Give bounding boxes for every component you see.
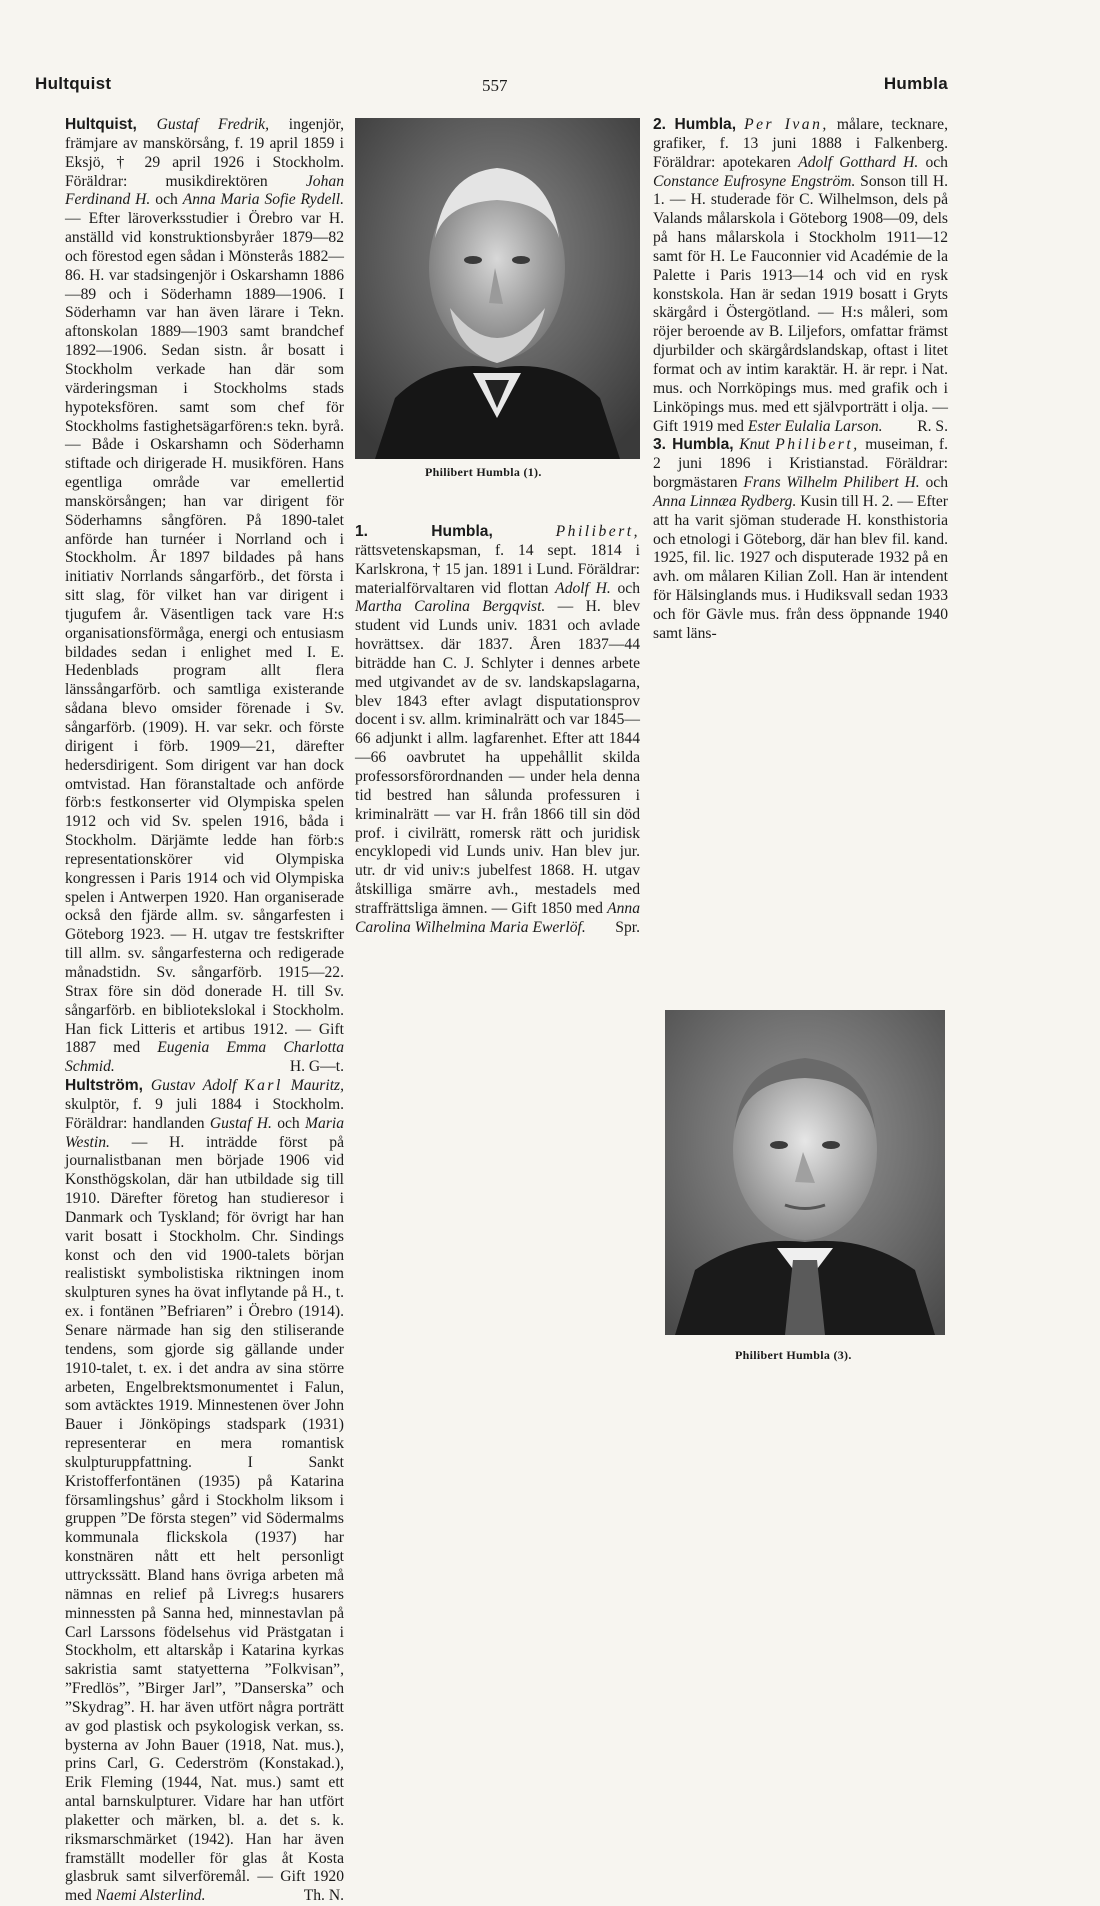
headword: 2. Humbla, bbox=[653, 116, 737, 133]
headword: 3. Humbla, bbox=[653, 436, 734, 454]
entry-text: museiman, f. 2 juni 1896 i Kristianstad. Föräldrar: borgmästaren bbox=[653, 436, 948, 492]
mother-name: Constance Eufrosyne Engström. bbox=[653, 172, 856, 190]
entry-text: skulptör, f. 9 juli 1884 i Stockholm. Föräldrar: handlanden bbox=[65, 1095, 344, 1132]
mother-name: Martha Carolina Bergqvist. bbox=[355, 598, 546, 616]
column-3 bbox=[653, 116, 948, 644]
photo-caption-3: Philibert Humbla (3). bbox=[735, 1348, 852, 1362]
page-number: 557 bbox=[482, 76, 508, 95]
portrait-image bbox=[665, 1010, 945, 1335]
running-head-left: Hultquist bbox=[35, 74, 112, 93]
author-signature: Th. N. bbox=[303, 1887, 344, 1905]
spouse-name: Anna Carolina Wilhelmina Maria Ewerlöf. bbox=[355, 899, 640, 936]
entry-text: och bbox=[918, 153, 948, 171]
father-name: Adolf H. bbox=[555, 579, 611, 597]
entry-text: och bbox=[919, 474, 949, 492]
entry-text: och bbox=[150, 191, 183, 209]
entry-text: — H. inträdde först på journalistbanan men började 1906 vid Konsthögskolan, där han utbildade sig till 1910. Därefter företog han studieresor i Danmark och Tyskland; för övrigt har han varit bosatt i Stockholm. Chr. Sindings konst och den vid 1900-talets början realistiskt symbolistiska riktningen inom skulpturen synes ha övat inflytande på H., t. ex. i fontänen ”Befriaren” i Örebro (1914). Senare närmade han sig den stiliserande tendens, som gjorde sig gällande under 1910-talet, t. ex. i det andra av sina större arbeten, Engelbrektsmonumentet i Falun, som avtäcktes 1919. Minnestenen över John Bauer i Jönköpings stadspark (1931) representerar en mera romantisk skulpturuppfattning. I Sankt Kristofferfontänen (1935) på Katarina församlingshus’ gård i Stockholm liksom i gruppen ”De första stegen” vid Södermalms kommunala flickskola (1937) har konstnären nått ett helt personligt uttryckssätt. Bland hans övriga arbeten må nämnas en relief på Livreg:s husarers minnessten på Sanna hed, minnestavlan på Carl Larssons födelsehus vid Prästgatan i Stockholm, ett altarskåp i Katarina kyrkas sakristia samt statyetterna ”Folkvisan”, ”Fredlös”, ”Birger Jarl”, ”Danserska” och ”Skydrag”. H. har även utfört några porträtt av god plastisk och psykologisk verkan, ss. bysterna av John Bauer (1918, Nat. mus.), prins Carl, G. Cederström (Konstakad.), Erik Fleming (1944, Nat. mus.) samt ett antal barnskulpturer. Vidare har han utfört plaketter och märken, bl. a. det s. k. riksmarschmärket (1942). Han har även framställt modeller för glas åt Kosta glasbruk samt silverföremål. — Gift 1920 med bbox=[65, 1133, 344, 1905]
entry-hultquist bbox=[65, 116, 344, 1077]
entry-humbla-2 bbox=[653, 116, 948, 436]
father-name: Johan Ferdinand H. bbox=[65, 172, 344, 209]
given-names: Gustaf Fredrik, bbox=[156, 116, 269, 133]
father-name: Adolf Gotthard H. bbox=[798, 153, 919, 171]
spouse-name: Naemi Alsterlind. bbox=[95, 1887, 206, 1905]
portrait-photo-philibert-3 bbox=[665, 1010, 945, 1335]
father-name: Gustaf H. bbox=[209, 1114, 272, 1132]
entry-text: Sonson till H. 1. — H. studerade för C. Wilhelmson, dels på Valands målarskola i Göteborg 1908—09, dels på hans målarskola i Stockholm 1911—12 samt för H. Le Fauconnier vid Académie de la Palette i Paris 1913—14 och vid en rysk konstskola. Han är sedan 1919 bosatt i Gryts skärgård i Östergötland. — H:s måleri, som röjer beroende av B. Liljefors, omfattar främst djurbilder och skärgårdslandskap, oftast i litet format och av intim karaktär. H. är repr. i Nat. mus. och Norrköpings mus. med grafik och i Linköpings mus. med ett självporträtt i olja. — Gift 1919 med bbox=[653, 172, 948, 435]
author-signature: H. G—t. bbox=[289, 1058, 344, 1076]
mother-name: Maria Westin. bbox=[65, 1114, 345, 1151]
portrait-image bbox=[355, 118, 640, 459]
entry-humbla-1 bbox=[355, 523, 640, 938]
author-signature: Spr. bbox=[615, 918, 640, 936]
entry-text: målare, tecknare, grafiker, f. 13 juni 1888 i Falkenberg. Föräldrar: apotekaren bbox=[653, 116, 948, 171]
given-names-spaced: Philibert, bbox=[775, 436, 860, 454]
mother-name: Anna Linnæa Rydberg. bbox=[653, 492, 797, 510]
headword: Hultström, bbox=[65, 1077, 143, 1095]
headword: Hultquist, bbox=[65, 116, 137, 133]
given-names-spaced: Philibert, bbox=[555, 523, 640, 540]
father-name: Frans Wilhelm Philibert H. bbox=[743, 474, 920, 492]
portrait-photo-philibert-1 bbox=[355, 118, 640, 459]
column-1 bbox=[65, 116, 344, 1906]
given-names: Gustav Adolf bbox=[150, 1077, 245, 1095]
given-names-spaced: Karl bbox=[244, 1077, 283, 1095]
given-names: Mauritz, bbox=[282, 1077, 344, 1095]
entry-text: och bbox=[271, 1114, 306, 1132]
spouse-name: Eugenia Emma Charlotta Schmid. bbox=[65, 1039, 344, 1076]
entry-hultstrom bbox=[65, 1077, 344, 1906]
column-2 bbox=[355, 523, 640, 938]
entry-text: — Efter läroverksstudier i Örebro var H. anställd vid konstruktionsbyråer 1879—82 och förestod egen sådan i Mönsterås 1882—86. H. var stadsingenjör i Oskarshamn 1886—89 och i Söderhamn 1889—1906. I Söderhamn var han även lärare i Tekn. aftonskolan 1889—1903 samt brandchef 1892—1906. Sedan sistn. år bosatt i Stockholm verkade han där som värderingsman i Stockholms stads hypoteksfören. samt som chef för Stockholms fastighetsägarfören:s tekn. byrå. — Både i Oskarshamn och Söderhamn stiftade och dirigerade H. musikfören. Hans egentliga område var emellertid manskörsången; han var dirigent för Söderhamns sångfören. På 1890-talet anförde han turnéer i Norrland och i Stockholm. År 1897 bildades på hans initiativ Norrlands sångarförb., det första i sitt slag, för vilket han var dirigent i tjugufem år. Väsentligen tack vare H:s organisationsförmåga, energi och entusiasm bildades sedan i enlighet med I. E. Hedenblads program allt flera länssångarförb. och samtliga existerande sådana blevo omsider förenade i Sv. sångarförb. (1909). H. var sekr. och förste dirigent i förb. 1909—21, därefter hedersdirigent. Som dirigent var han dock omtvistad. Han föranstaltade och anförde förb:s festkonserter vid Olympiska spelen 1912 och vid Sv. spelen 1916, båda i Stockholm. Därjämte ledde han förb:s representationskörer vid Olympiska kongressen i Paris 1914 och vid Olympiska spelen i Antwerpen 1920. Han organiserade också den fjärde allm. sv. sångarfesten i Göteborg 1923. — H. utgav tre festskrifter till allm. sv. sångarfesterna och redigerade månadstidn. Sv. sångarförb. 1915—22. Strax före sin död donerade H. till Sv. sångarförb. en bibliotekslokal i Stockholm. Han fick Litteris et artibus 1912. — Gift 1887 med bbox=[65, 210, 344, 1057]
given-names: Knut bbox=[739, 436, 776, 454]
running-head-right: Humbla bbox=[883, 74, 948, 93]
given-names-spaced: Per Ivan, bbox=[744, 116, 829, 133]
spouse-name: Ester Eulalia Larson. bbox=[747, 417, 883, 435]
entry-text: rättsvetenskapsman, f. 14 sept. 1814 i Karlskrona, † 15 jan. 1891 i Lund. Föräldrar: materialförvaltaren vid flottan bbox=[355, 541, 640, 597]
entry-text: och bbox=[610, 579, 641, 597]
entry-humbla-3 bbox=[653, 436, 948, 643]
entry-text: Kusin till H. 2. — Efter att ha varit sjöman studerade H. konsthistoria och etnologi i Göteborg, där han blev fil. kand. 1925, fil. lic. 1927 och disputerade 1932 på en avh. om målaren Kilian Zoll. Han är intendent för Hälsinglands mus. i Hudiksvall sedan 1933 och för Gävle mus. från dess öppnande 1940 samt läns- bbox=[653, 492, 949, 642]
entry-text: — H. blev student vid Lunds univ. 1831 och avlade hovrättsex. där 1837. Åren 1837—44 biträdde han C. J. Schlyter i dennes arbete med utgivandet av de sv. landskapslagarna, blev 1843 efter avlagt disputationsprov docent i sv. allm. kriminalrätt och var 1845—66 adjunkt i allm. lagfarenhet. Efter att 1844—66 oavbrutet ha uppehållit skilda professorsförordnanden — under hela denna tid bestred han sålunda professuren i kriminalrätt — var H. från 1866 till sin död prof. i civilrätt, romersk rätt och juridisk encyklopedi vid Lunds univ. Han blev jur. utr. dr vid univ:s jubelfest 1868. H. utgav åtskilliga smärre avh., mestadels med straffrättsliga ämnen. — Gift 1850 med bbox=[355, 598, 641, 917]
entry-text: ingenjör, främjare av manskörsång, f. 19 april 1859 i Eksjö, † 29 april 1926 i Stockholm. Föräldrar: musikdirektören bbox=[65, 116, 344, 190]
headword: 1. Humbla, bbox=[355, 523, 493, 540]
photo-caption-1: Philibert Humbla (1). bbox=[425, 465, 542, 479]
mother-name: Anna Maria Sofie Rydell. bbox=[182, 191, 344, 209]
author-signature: R. S. bbox=[917, 417, 948, 435]
